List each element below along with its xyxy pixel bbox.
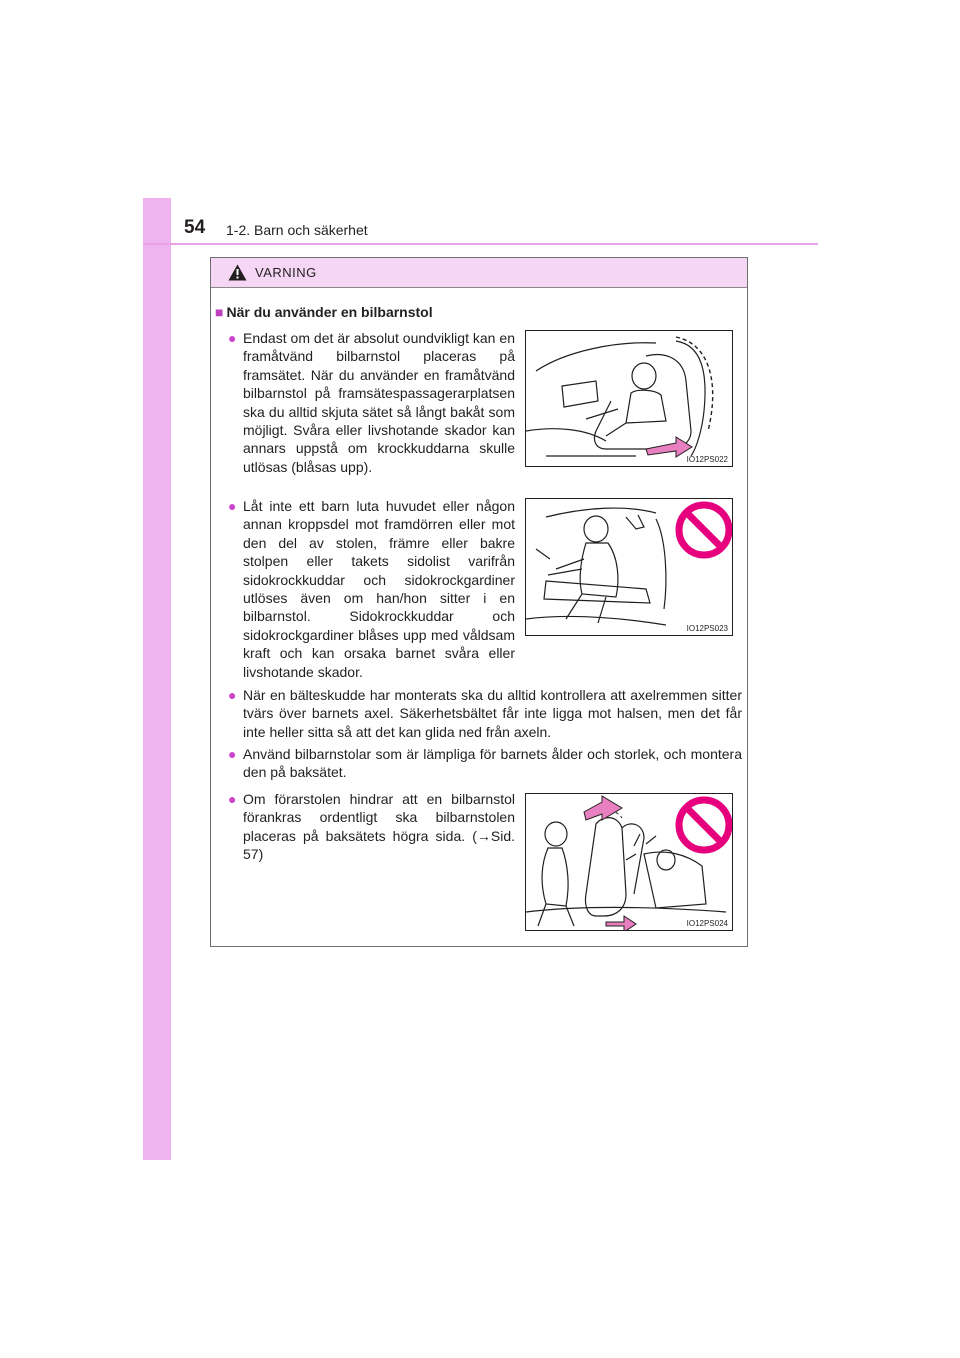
page-number: 54 (184, 217, 206, 238)
seat-obstruction-illustration (526, 794, 732, 930)
bullet-dot-icon: ● (228, 498, 237, 514)
figure-forward-facing-child-seat (525, 330, 733, 467)
bullet-dot-icon: ● (228, 746, 237, 762)
figure-driver-seat-obstruction-prohibited (525, 793, 733, 931)
figure-code: IO12PS024 (686, 919, 728, 928)
warning-subheading-text: När du använder en bilbarnstol (226, 304, 433, 320)
warning-header (211, 258, 747, 288)
child-seat-illustration (526, 331, 732, 466)
figure-code: IO12PS022 (686, 455, 728, 464)
warning-item-text: När en bälteskudde har monterats ska du alltid kontrollera att axelremmen sitter tvärs över barnets axel. Säkerhetsbältet får inte ligga mot halsen, men det får inte heller sitta så att det kan glida ned från axeln. (243, 687, 742, 740)
warning-label: VARNING (255, 265, 317, 280)
warning-item-text: Låt inte ett barn luta huvudet eller någon annan kroppsdel mot framdörren eller mot den del av stolen, främre eller bakre stolpen eller takets sidolist varifrån sidokrockkuddar och sidokrockgardiner utlöses även om han/hon sitter i en bilbarnstol. Sidokrockkuddar och sidokrockgardiner blåses upp med våldsam kraft och kan orsaka barnet svåra eller livshotande skador. (243, 498, 515, 680)
side-strip (143, 198, 171, 1160)
bullet-dot-icon: ● (228, 330, 237, 346)
section-title: 1-2. Barn och säkerhet (226, 222, 368, 238)
warning-triangle-icon (228, 264, 247, 281)
warning-item (228, 497, 515, 681)
prohibition-icon (679, 505, 729, 555)
bullet-dot-icon: ● (228, 791, 237, 807)
square-bullet-icon: ■ (215, 304, 224, 320)
bullet-dot-icon: ● (228, 687, 237, 703)
warning-item (228, 745, 742, 782)
warning-item (228, 329, 515, 476)
header-rule (143, 243, 818, 245)
warning-subheading (215, 304, 433, 320)
warning-item (228, 790, 515, 864)
warning-item-text: Endast om det är absolut oundvikligt kan en framåtvänd bilbarnstol placeras på framsätet. När du använder en framåtvänd bilbarnstol på framsätespassagerarplatsen ska du alltid skjuta sätet så långt bakåt som möjligt. Svåra eller livshotande skador kan annars uppstå om krockkuddarna skulle utlösas (blåsas upp). (243, 330, 515, 475)
warning-item (228, 686, 742, 741)
figure-code: IO12PS023 (686, 624, 728, 633)
child-leaning-illustration (526, 499, 732, 635)
warning-item-text: Om förarstolen hindrar att en bilbarnstol förankras ordentligt ska bilbarnstolen placeras på baksätets högra sida. (→Sid. 57) (243, 791, 515, 863)
figure-child-leaning-prohibited (525, 498, 733, 636)
warning-item-text: Använd bilbarnstolar som är lämpliga för barnets ålder och storlek, och montera den på baksätet. (243, 746, 742, 781)
prohibition-icon (679, 800, 729, 850)
